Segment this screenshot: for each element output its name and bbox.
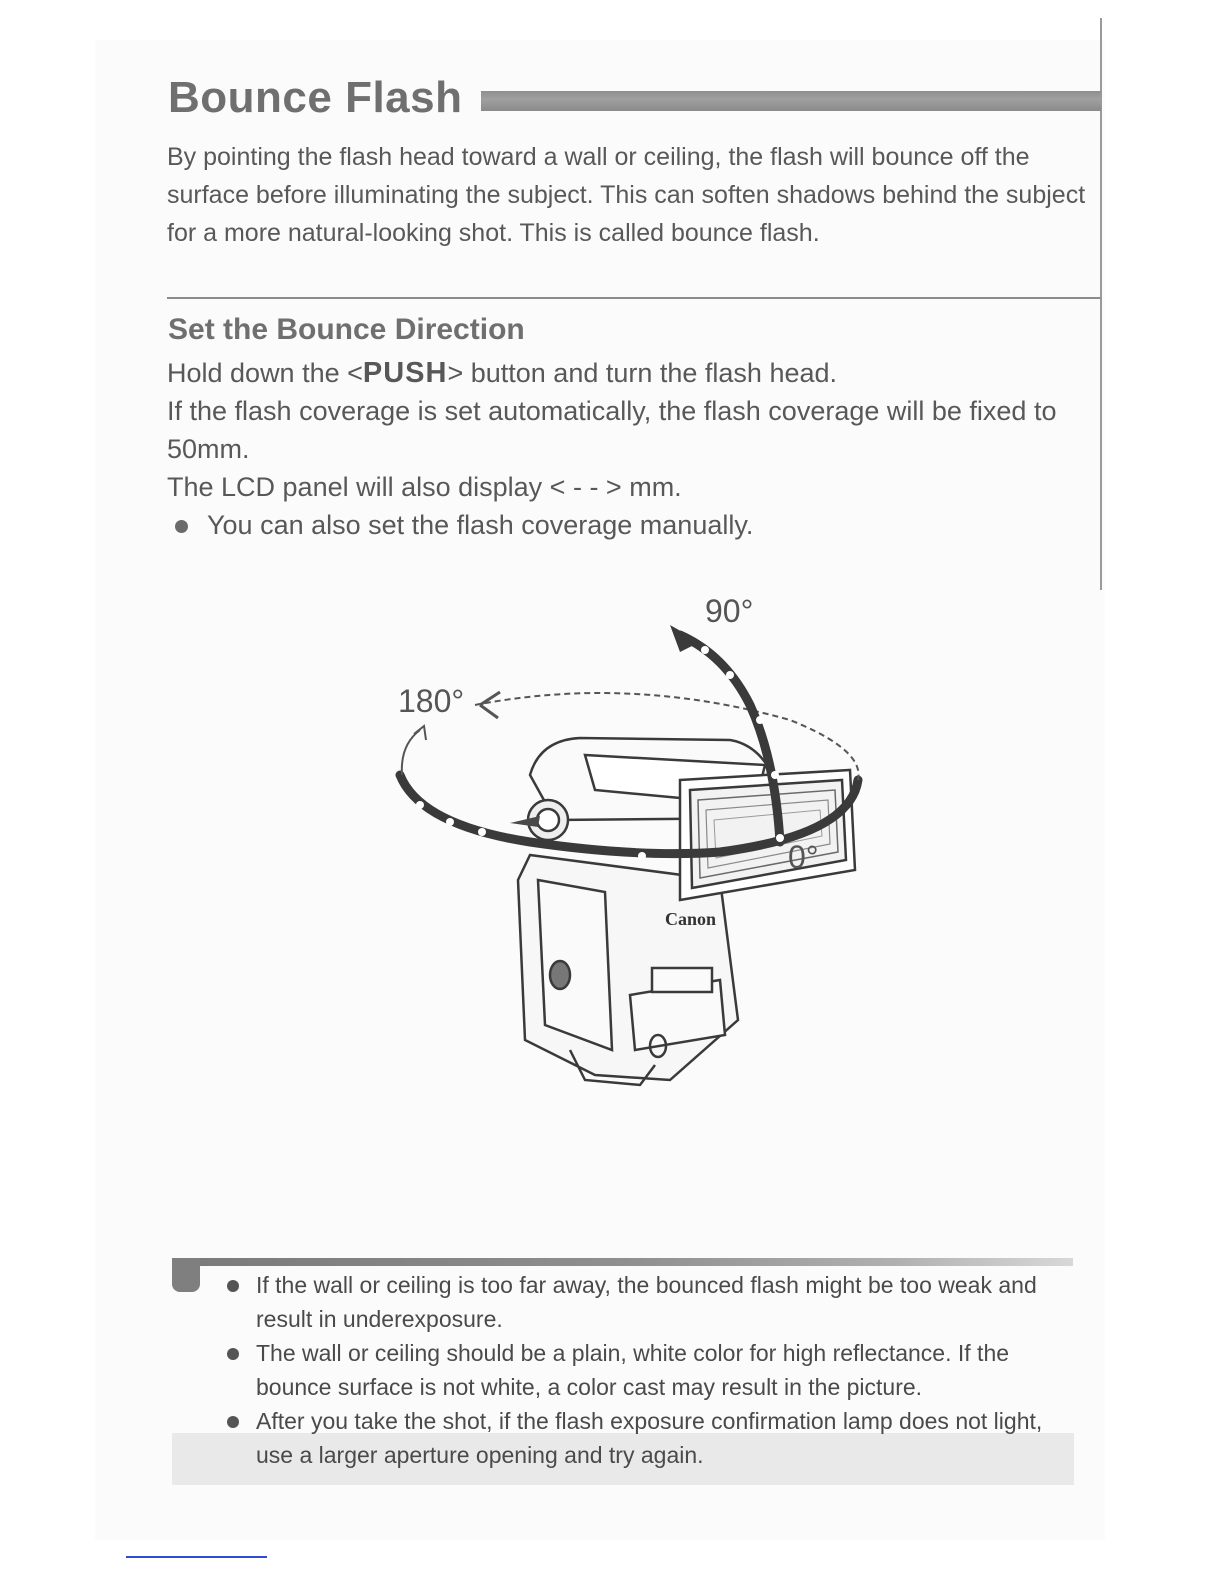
push-instruction [167, 354, 1102, 392]
bullet-icon [227, 1348, 239, 1360]
angle-180-label: 180° [398, 683, 465, 719]
instruction-suffix: > button and turn the flash head. [447, 358, 838, 388]
arrow-back-curve [402, 730, 420, 775]
page-title: Bounce Flash [168, 73, 463, 122]
caution-text: After you take the shot, if the flash exposure confirmation lamp does not light, use a larger aperture opening and try again. [256, 1408, 1043, 1468]
caution-item [225, 1336, 1085, 1404]
title-bar-decoration [481, 91, 1101, 111]
caution-list [225, 1268, 1085, 1472]
manual-note-item [167, 506, 1102, 544]
coverage-note: If the flash coverage is set automatically, the flash coverage will be fixed to 50mm. [167, 396, 1057, 464]
flash-bounce-illustration [380, 580, 880, 1100]
caution-header-bar [178, 1258, 1073, 1266]
caution-item [225, 1268, 1085, 1336]
arrow-180-icon [480, 692, 500, 718]
caution-icon [172, 1258, 200, 1292]
instruction-prefix: Hold down the < [167, 358, 363, 388]
arrow-back-head-icon [414, 726, 426, 740]
bullet-icon [175, 520, 188, 533]
angle-90-label: 90° [705, 593, 754, 629]
push-arrow-icon [510, 816, 540, 827]
bullet-icon [227, 1416, 239, 1428]
caution-text: If the wall or ceiling is too far away, the bounced flash might be too weak and result in underexposure. [256, 1272, 1037, 1332]
section-divider [167, 297, 1101, 299]
section-title: Set the Bounce Direction [168, 313, 525, 346]
footer-accent-line [126, 1556, 267, 1558]
caution-item [225, 1404, 1085, 1472]
manual-note: You can also set the flash coverage manually. [207, 510, 754, 540]
angle-0-label: 0° [788, 839, 819, 875]
bullet-icon [227, 1280, 239, 1292]
push-button-label: PUSH [362, 357, 448, 389]
intro-paragraph: By pointing the flash head toward a wall or ceiling, the flash will bounce off the surface before illuminating the subject. This can soften shadows behind the subject for a more natural-looking shot. This is called bounce flash. [167, 143, 1086, 247]
caution-text: The wall or ceiling should be a plain, white color for high reflectance. If the bounce surface is not white, a color cast may result in the picture. [256, 1340, 1010, 1400]
instructions [167, 354, 1102, 544]
brand-label: Canon [665, 909, 717, 929]
lcd-note: The LCD panel will also display < - - > mm. [167, 472, 682, 502]
